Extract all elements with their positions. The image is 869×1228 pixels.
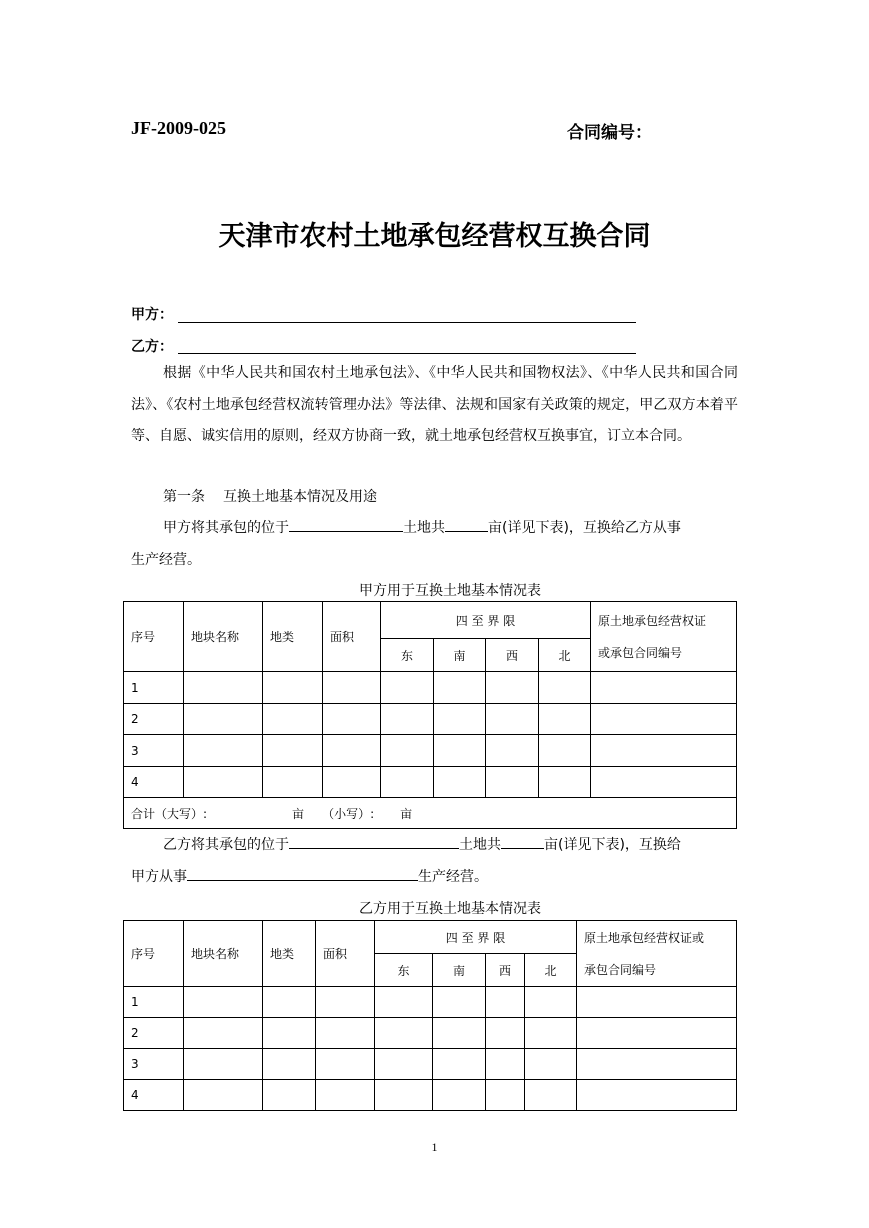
header-area: 面积 bbox=[323, 602, 381, 672]
usage-b-blank bbox=[187, 866, 418, 881]
header-west: 西 bbox=[486, 954, 525, 987]
party-a-label: 甲方： bbox=[131, 307, 173, 323]
clause-b-text-4: 甲方从事 bbox=[131, 868, 187, 885]
article-1-heading bbox=[131, 482, 738, 514]
row-number: 1 bbox=[124, 987, 184, 1018]
article-1-title: 互换土地基本情况及用途 bbox=[223, 489, 377, 505]
header-certificate: 原土地承包经营权证 或承包合同编号 bbox=[591, 602, 737, 672]
header-south: 南 bbox=[433, 954, 486, 987]
table-party-a bbox=[123, 601, 737, 829]
row-number: 4 bbox=[124, 767, 184, 798]
header-land-type: 地类 bbox=[263, 921, 316, 987]
clause-b-text-2: 土地共 bbox=[459, 837, 501, 853]
document-title: 天津市农村土地承包经营权互换合同 bbox=[218, 221, 651, 252]
clause-b-text-5: 生产经营。 bbox=[418, 868, 488, 885]
header-plot-name: 地块名称 bbox=[184, 921, 263, 987]
contract-number-label: 合同编号： bbox=[567, 123, 652, 143]
clause-a-text-2: 土地共 bbox=[403, 520, 445, 536]
total-row bbox=[124, 798, 737, 829]
row-number: 1 bbox=[124, 672, 184, 704]
header-seq: 序号 bbox=[124, 921, 184, 987]
total-label: 合计（大写）: bbox=[131, 806, 208, 821]
table-b-caption: 乙方用于互换土地基本情况表 bbox=[359, 901, 541, 917]
table-row bbox=[124, 1049, 737, 1080]
table-party-b bbox=[123, 920, 737, 1111]
table-row bbox=[124, 672, 737, 704]
row-number: 2 bbox=[124, 1018, 184, 1049]
party-b-line bbox=[178, 353, 636, 354]
header-north: 北 bbox=[525, 954, 577, 987]
area-b-blank bbox=[501, 834, 544, 849]
party-b-label: 乙方： bbox=[131, 339, 173, 355]
header-east: 东 bbox=[375, 954, 433, 987]
table-a-caption: 甲方用于互换土地基本情况表 bbox=[359, 583, 541, 599]
header-seq: 序号 bbox=[124, 602, 184, 672]
table-row bbox=[124, 767, 737, 798]
header-boundary: 四 至 界 限 bbox=[381, 602, 591, 639]
clause-b-text-1: 乙方将其承包的位于 bbox=[163, 837, 289, 853]
header-plot-name: 地块名称 bbox=[184, 602, 263, 672]
article-1-number: 第一条 bbox=[163, 489, 205, 505]
intro-paragraph: 根据《中华人民共和国农村土地承包法》、《中华人民共和国物权法》、《中华人民共和国合同法》、《农村土地承包经营权流转管理办法》等法律、法规和国家有关政策的规定，甲乙双方本着平等、自愿、诚实信用的原则，经双方协商一致，就土地承包经营权互换事宜，订立本合同。 bbox=[131, 365, 738, 444]
location-b-blank bbox=[289, 834, 459, 849]
table-row bbox=[124, 987, 737, 1018]
table-row bbox=[124, 1018, 737, 1049]
table-row bbox=[124, 704, 737, 735]
header-north: 北 bbox=[539, 639, 591, 672]
page-number: 1 bbox=[431, 1140, 438, 1154]
header-west: 西 bbox=[486, 639, 539, 672]
row-number: 4 bbox=[124, 1080, 184, 1111]
clause-a-text-1: 甲方将其承包的位于 bbox=[163, 520, 289, 536]
area-a-blank bbox=[445, 517, 488, 532]
row-number: 3 bbox=[124, 1049, 184, 1080]
header-boundary: 四 至 界 限 bbox=[375, 921, 577, 954]
header-south: 南 bbox=[434, 639, 486, 672]
total-mu-lower: 亩 bbox=[400, 806, 413, 821]
row-number: 3 bbox=[124, 735, 184, 767]
total-small-label: （小写）: bbox=[322, 806, 375, 821]
header-east: 东 bbox=[381, 639, 434, 672]
document-code: JF-2009-025 bbox=[131, 118, 226, 138]
total-mu-upper: 亩 bbox=[292, 806, 305, 821]
table-row bbox=[124, 735, 737, 767]
header-land-type: 地类 bbox=[263, 602, 323, 672]
header-certificate: 原土地承包经营权证或 承包合同编号 bbox=[577, 921, 737, 987]
clause-a-text-3: 亩(详见下表)，互换给乙方从事 bbox=[488, 520, 681, 536]
header-area: 面积 bbox=[316, 921, 375, 987]
clause-a-text-4: 生产经营。 bbox=[131, 551, 201, 568]
clause-b-text-3: 亩(详见下表)，互换给 bbox=[544, 837, 681, 853]
clause-party-b bbox=[131, 830, 738, 893]
party-a-line bbox=[178, 322, 636, 323]
table-row bbox=[124, 1080, 737, 1111]
location-a-blank bbox=[289, 517, 403, 532]
clause-party-a bbox=[131, 513, 738, 576]
row-number: 2 bbox=[124, 704, 184, 735]
